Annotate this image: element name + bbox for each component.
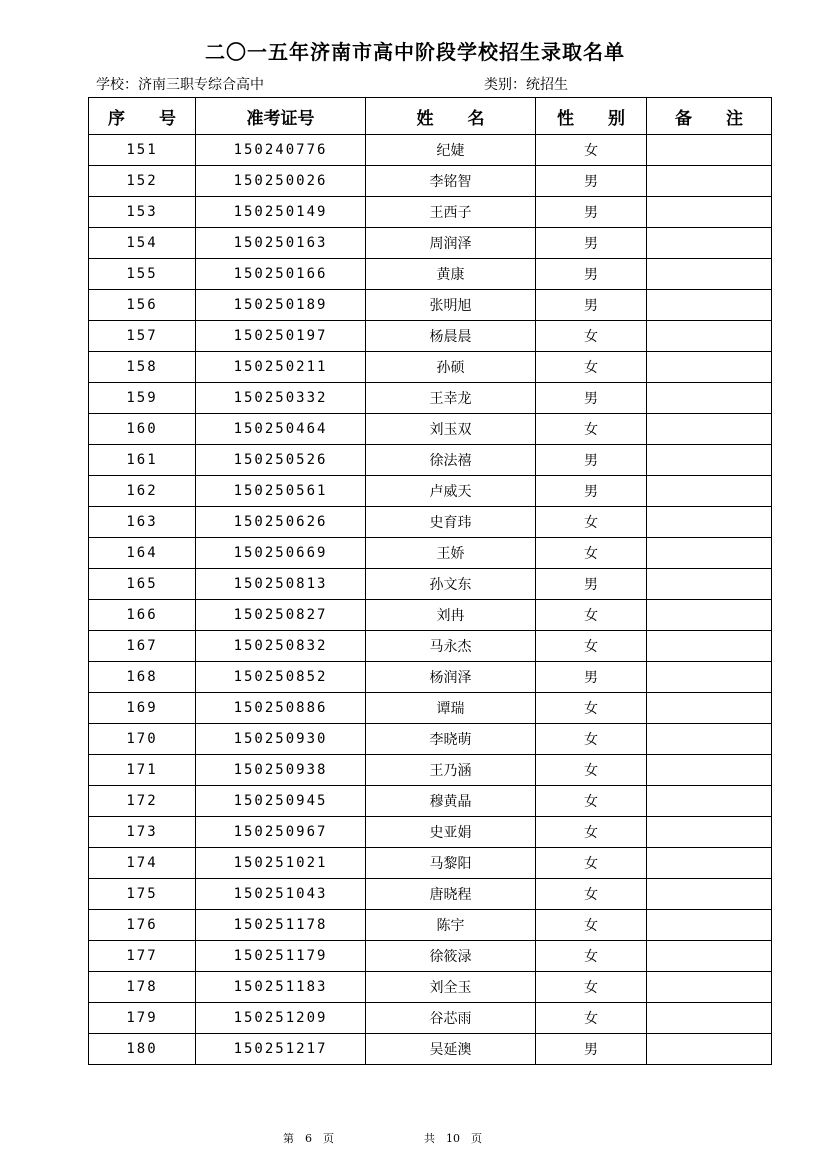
table-row	[89, 941, 772, 972]
cell-serial: 176	[89, 910, 196, 941]
cell-exam-id: 150251217	[196, 1034, 366, 1065]
cell-serial: 177	[89, 941, 196, 972]
table-row	[89, 879, 772, 910]
table-row	[89, 507, 772, 538]
cell-note	[647, 507, 772, 538]
cell-name: 纪婕	[366, 135, 536, 166]
cell-name: 李铭智	[366, 166, 536, 197]
cell-name: 马永杰	[366, 631, 536, 662]
cell-sex: 女	[536, 755, 647, 786]
cell-serial: 158	[89, 352, 196, 383]
cell-note	[647, 879, 772, 910]
cell-exam-id: 150250967	[196, 817, 366, 848]
cell-name: 陈宇	[366, 910, 536, 941]
cell-note	[647, 135, 772, 166]
cell-exam-id: 150251178	[196, 910, 366, 941]
cell-note	[647, 755, 772, 786]
cell-name: 王娇	[366, 538, 536, 569]
cell-serial: 162	[89, 476, 196, 507]
cell-name: 杨晨晨	[366, 321, 536, 352]
cell-sex: 男	[536, 197, 647, 228]
cell-sex: 男	[536, 383, 647, 414]
cell-note	[647, 941, 772, 972]
cell-exam-id: 150250626	[196, 507, 366, 538]
cell-serial: 157	[89, 321, 196, 352]
page-total: 共 10 页	[424, 1132, 482, 1145]
cell-note	[647, 538, 772, 569]
cell-note	[647, 631, 772, 662]
cell-sex: 男	[536, 569, 647, 600]
cell-serial: 172	[89, 786, 196, 817]
admission-table	[88, 97, 772, 1065]
table-row	[89, 817, 772, 848]
table-row	[89, 693, 772, 724]
cell-sex: 女	[536, 507, 647, 538]
cell-note	[647, 693, 772, 724]
table-row	[89, 786, 772, 817]
cell-sex: 女	[536, 786, 647, 817]
cell-note	[647, 259, 772, 290]
header-note: 备 注	[647, 98, 772, 135]
cell-serial: 151	[89, 135, 196, 166]
document-title: 二〇一五年济南市高中阶段学校招生录取名单	[205, 40, 625, 64]
cell-exam-id: 150250026	[196, 166, 366, 197]
cell-note	[647, 724, 772, 755]
cell-exam-id: 150250561	[196, 476, 366, 507]
header-row	[89, 98, 772, 135]
cell-serial: 160	[89, 414, 196, 445]
cell-exam-id: 150250886	[196, 693, 366, 724]
cell-exam-id: 150251179	[196, 941, 366, 972]
cell-name: 卢威天	[366, 476, 536, 507]
cell-exam-id: 150250669	[196, 538, 366, 569]
cell-serial: 171	[89, 755, 196, 786]
cell-note	[647, 197, 772, 228]
cell-exam-id: 150251209	[196, 1003, 366, 1034]
cell-sex: 男	[536, 445, 647, 476]
cell-note	[647, 476, 772, 507]
cell-exam-id: 150250526	[196, 445, 366, 476]
cell-sex: 男	[536, 290, 647, 321]
cell-sex: 女	[536, 910, 647, 941]
cell-sex: 男	[536, 166, 647, 197]
cell-name: 谷芯雨	[366, 1003, 536, 1034]
table-row	[89, 228, 772, 259]
cell-name: 王西子	[366, 197, 536, 228]
table-row	[89, 259, 772, 290]
table-row	[89, 848, 772, 879]
cell-name: 刘玉双	[366, 414, 536, 445]
cell-sex: 女	[536, 631, 647, 662]
cell-serial: 169	[89, 693, 196, 724]
cell-exam-id: 150240776	[196, 135, 366, 166]
table-row	[89, 476, 772, 507]
table-row	[89, 1034, 772, 1065]
cell-exam-id: 150251043	[196, 879, 366, 910]
cell-exam-id: 150251021	[196, 848, 366, 879]
table-row	[89, 352, 772, 383]
cell-exam-id: 150250930	[196, 724, 366, 755]
cell-sex: 女	[536, 879, 647, 910]
header-exam-id: 准考证号	[196, 98, 366, 135]
cell-serial: 174	[89, 848, 196, 879]
cell-name: 李晓萌	[366, 724, 536, 755]
table-header	[89, 98, 772, 135]
table-row	[89, 321, 772, 352]
cell-serial: 180	[89, 1034, 196, 1065]
cell-serial: 152	[89, 166, 196, 197]
cell-exam-id: 150250852	[196, 662, 366, 693]
table-row	[89, 538, 772, 569]
cell-name: 马黎阳	[366, 848, 536, 879]
cell-name: 孙文东	[366, 569, 536, 600]
cell-name: 黄康	[366, 259, 536, 290]
table-row	[89, 383, 772, 414]
cell-exam-id: 150250166	[196, 259, 366, 290]
page-number: 第 6 页	[283, 1132, 334, 1145]
cell-sex: 男	[536, 259, 647, 290]
cell-serial: 161	[89, 445, 196, 476]
cell-name: 王乃涵	[366, 755, 536, 786]
table-row	[89, 445, 772, 476]
table-row	[89, 166, 772, 197]
cell-exam-id: 150250332	[196, 383, 366, 414]
cell-note	[647, 383, 772, 414]
cell-sex: 男	[536, 662, 647, 693]
cell-serial: 155	[89, 259, 196, 290]
cell-sex: 男	[536, 1034, 647, 1065]
table-row	[89, 755, 772, 786]
table-body	[89, 135, 772, 1065]
cell-note	[647, 228, 772, 259]
cell-exam-id: 150250163	[196, 228, 366, 259]
cell-exam-id: 150250464	[196, 414, 366, 445]
cell-sex: 女	[536, 352, 647, 383]
cell-note	[647, 290, 772, 321]
cell-serial: 163	[89, 507, 196, 538]
cell-note	[647, 321, 772, 352]
cell-name: 刘冉	[366, 600, 536, 631]
table-row	[89, 569, 772, 600]
cell-name: 唐晓程	[366, 879, 536, 910]
cell-note	[647, 600, 772, 631]
table-row	[89, 414, 772, 445]
cell-note	[647, 817, 772, 848]
cell-name: 谭瑞	[366, 693, 536, 724]
cell-name: 孙硕	[366, 352, 536, 383]
cell-sex: 女	[536, 1003, 647, 1034]
cell-name: 史亚娟	[366, 817, 536, 848]
cell-note	[647, 166, 772, 197]
cell-serial: 153	[89, 197, 196, 228]
cell-note	[647, 662, 772, 693]
cell-serial: 170	[89, 724, 196, 755]
table-row	[89, 631, 772, 662]
cell-sex: 女	[536, 724, 647, 755]
header-name: 姓 名	[366, 98, 536, 135]
cell-exam-id: 150250938	[196, 755, 366, 786]
header-serial: 序 号	[89, 98, 196, 135]
table-row	[89, 724, 772, 755]
cell-exam-id: 150251183	[196, 972, 366, 1003]
cell-sex: 男	[536, 228, 647, 259]
cell-sex: 女	[536, 600, 647, 631]
table-row	[89, 290, 772, 321]
table-row	[89, 972, 772, 1003]
cell-exam-id: 150250189	[196, 290, 366, 321]
cell-exam-id: 150250827	[196, 600, 366, 631]
cell-sex: 女	[536, 135, 647, 166]
cell-exam-id: 150250813	[196, 569, 366, 600]
cell-exam-id: 150250149	[196, 197, 366, 228]
cell-name: 徐筱渌	[366, 941, 536, 972]
table-row	[89, 135, 772, 166]
table-row	[89, 662, 772, 693]
cell-note	[647, 414, 772, 445]
cell-sex: 男	[536, 476, 647, 507]
cell-note	[647, 972, 772, 1003]
cell-serial: 164	[89, 538, 196, 569]
cell-note	[647, 1034, 772, 1065]
cell-sex: 女	[536, 972, 647, 1003]
cell-serial: 179	[89, 1003, 196, 1034]
cell-sex: 女	[536, 941, 647, 972]
school-label: 学校：济南三职专综合高中	[96, 77, 264, 93]
header-sex: 性 别	[536, 98, 647, 135]
table-row	[89, 197, 772, 228]
cell-serial: 156	[89, 290, 196, 321]
cell-exam-id: 150250832	[196, 631, 366, 662]
cell-note	[647, 786, 772, 817]
cell-serial: 167	[89, 631, 196, 662]
cell-sex: 女	[536, 538, 647, 569]
category-label: 类别：统招生	[484, 77, 568, 93]
cell-serial: 159	[89, 383, 196, 414]
table-row	[89, 1003, 772, 1034]
cell-exam-id: 150250211	[196, 352, 366, 383]
cell-name: 杨润泽	[366, 662, 536, 693]
cell-name: 穆黄晶	[366, 786, 536, 817]
cell-note	[647, 1003, 772, 1034]
cell-name: 吴延澳	[366, 1034, 536, 1065]
cell-exam-id: 150250197	[196, 321, 366, 352]
cell-note	[647, 848, 772, 879]
table-row	[89, 910, 772, 941]
cell-note	[647, 352, 772, 383]
cell-serial: 175	[89, 879, 196, 910]
cell-name: 徐法禧	[366, 445, 536, 476]
cell-name: 周润泽	[366, 228, 536, 259]
cell-note	[647, 569, 772, 600]
cell-sex: 女	[536, 414, 647, 445]
cell-exam-id: 150250945	[196, 786, 366, 817]
cell-note	[647, 445, 772, 476]
cell-serial: 165	[89, 569, 196, 600]
cell-serial: 168	[89, 662, 196, 693]
table-row	[89, 600, 772, 631]
cell-sex: 女	[536, 848, 647, 879]
cell-note	[647, 910, 772, 941]
cell-sex: 女	[536, 321, 647, 352]
cell-serial: 166	[89, 600, 196, 631]
cell-sex: 女	[536, 817, 647, 848]
cell-name: 刘全玉	[366, 972, 536, 1003]
cell-name: 史育玮	[366, 507, 536, 538]
cell-serial: 154	[89, 228, 196, 259]
cell-serial: 173	[89, 817, 196, 848]
cell-name: 张明旭	[366, 290, 536, 321]
cell-name: 王幸龙	[366, 383, 536, 414]
cell-sex: 女	[536, 693, 647, 724]
cell-serial: 178	[89, 972, 196, 1003]
